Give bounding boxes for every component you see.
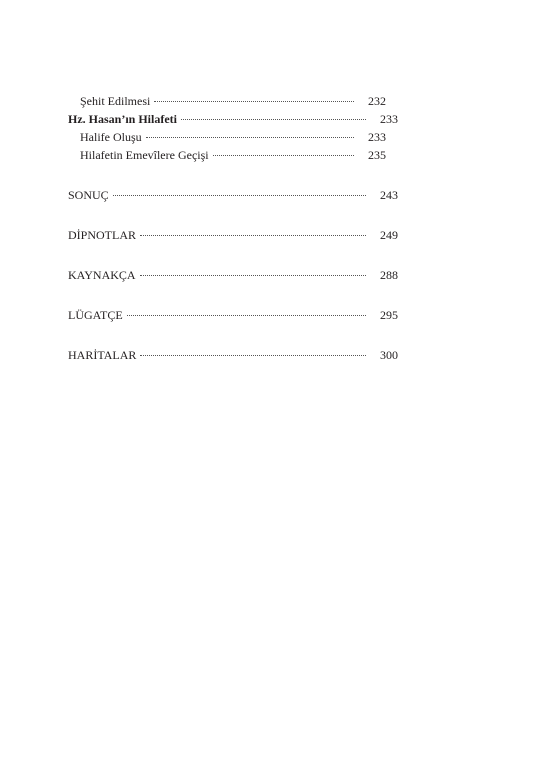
dot-leader	[181, 118, 366, 120]
toc-entry-kaynakca[interactable]	[68, 266, 398, 284]
toc-entry-sonuc[interactable]	[68, 186, 398, 204]
toc-entry-dipnotlar[interactable]	[68, 226, 398, 244]
toc-page-number: 233	[368, 130, 386, 144]
toc-page-number: 232	[368, 94, 386, 108]
toc-entry-hasan-hilafeti[interactable]	[68, 110, 398, 128]
toc-entry-label: LÜGATÇE	[68, 308, 123, 322]
toc-entry-label: KAYNAKÇA	[68, 268, 136, 282]
toc-entry-label: Hilafetin Emevîlere Geçişi	[80, 148, 209, 162]
toc-entry-halife-olusu[interactable]	[68, 128, 398, 146]
toc-entry-lugatce[interactable]	[68, 306, 398, 324]
dot-leader	[140, 234, 366, 236]
toc-page-number: 233	[380, 112, 398, 126]
toc-entry-label: DİPNOTLAR	[68, 228, 136, 242]
dot-leader	[154, 100, 354, 102]
toc-page-number: 288	[380, 268, 398, 282]
dot-leader	[127, 314, 366, 316]
table-of-contents	[68, 92, 398, 364]
dot-leader	[213, 154, 354, 156]
dot-leader	[146, 136, 354, 138]
dot-leader	[140, 274, 366, 276]
toc-page-number: 295	[380, 308, 398, 322]
toc-entry-label: Halife Oluşu	[80, 130, 142, 144]
toc-entry-label: Hz. Hasan’ın Hilafeti	[68, 112, 177, 126]
toc-page-number: 243	[380, 188, 398, 202]
toc-page-number: 235	[368, 148, 386, 162]
toc-entry-label: HARİTALAR	[68, 348, 137, 362]
toc-entry-haritalar[interactable]	[68, 346, 398, 364]
toc-entry-label: SONUÇ	[68, 188, 109, 202]
dot-leader	[140, 354, 366, 356]
dot-leader	[113, 194, 366, 196]
toc-entry-emevilere-gecisi[interactable]	[68, 146, 398, 164]
toc-entry-sehit-edilmesi[interactable]	[68, 92, 398, 110]
toc-page-number: 249	[380, 228, 398, 242]
toc-page-number: 300	[380, 348, 398, 362]
toc-entry-label: Şehit Edilmesi	[80, 94, 151, 108]
